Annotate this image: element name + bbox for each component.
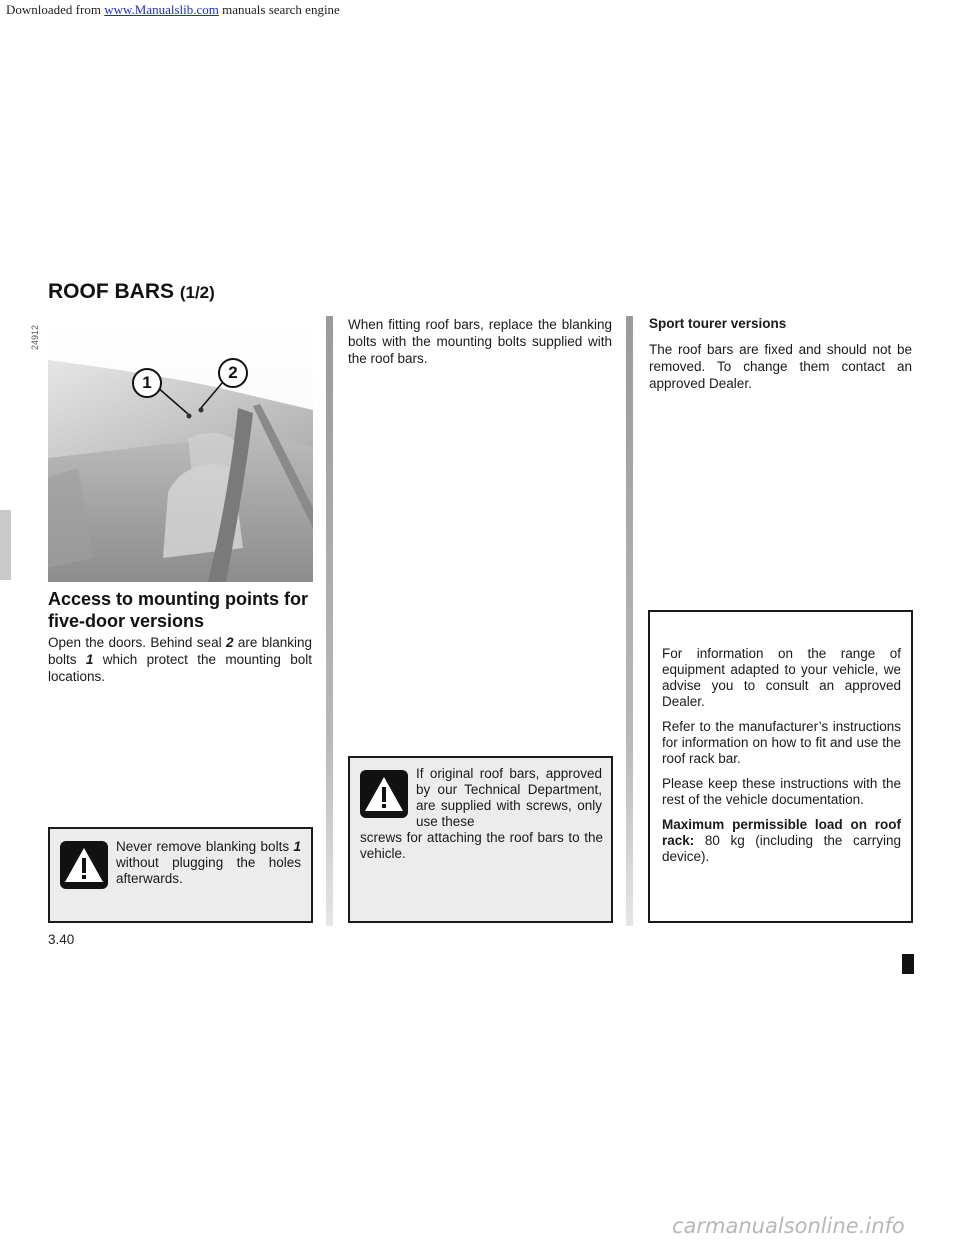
info-box bbox=[648, 610, 913, 923]
info-paragraph-1: For information on the range of equipment adapted to your vehicle, we advise you to consult an approved Dealer. bbox=[662, 646, 901, 709]
figure-code: 24912 bbox=[30, 324, 40, 350]
column-divider-2 bbox=[626, 316, 633, 926]
s1-text-a: Open the doors. Behind seal bbox=[48, 635, 226, 650]
chapter-tab bbox=[0, 510, 11, 580]
warning-box-blanking-bolts bbox=[48, 827, 313, 923]
max-load-value: 80 kg (including the carrying device). bbox=[662, 833, 901, 864]
info-paragraph-3: Please keep these instructions with the rest of the vehicle documentation. bbox=[662, 776, 901, 807]
w1-text-a: Never remove blanking bolts bbox=[116, 839, 294, 854]
page-number: 3.40 bbox=[48, 932, 75, 947]
warning2-text-top: If original roof bars, approved by our Technical Department, are supplied with screws, only use these bbox=[416, 766, 602, 829]
roof-photo bbox=[48, 318, 313, 582]
end-of-section-marker bbox=[902, 954, 914, 974]
ref-1: 1 bbox=[85, 652, 94, 667]
source-suffix: manuals search engine bbox=[218, 2, 340, 17]
sport-tourer-heading: Sport tourer versions bbox=[649, 316, 787, 331]
section-heading-five-door: Access to mounting points for five-door versions bbox=[48, 589, 309, 631]
watermark: carmanualsonline.info bbox=[672, 1214, 905, 1238]
w1-ref-1: 1 bbox=[293, 839, 301, 854]
car-door-illustration bbox=[48, 318, 313, 582]
s1-text-c: which protect the mounting bolt locations. bbox=[48, 652, 312, 684]
warning-triangle-icon bbox=[60, 841, 108, 889]
w1-text-b: without plugging the holes afterwards. bbox=[116, 855, 301, 886]
section1-paragraph bbox=[48, 634, 312, 685]
warning1-text bbox=[116, 839, 301, 887]
manualslib-link[interactable]: www.Manualslib.com bbox=[104, 2, 219, 17]
download-source-line bbox=[6, 2, 340, 18]
info-paragraph-4 bbox=[662, 817, 901, 865]
ref-2: 2 bbox=[225, 635, 234, 650]
column3-paragraph: The roof bars are fixed and should not be removed. To change them contact an approved Dealer. bbox=[649, 342, 912, 391]
warning2-text-rest: screws for attaching the roof bars to the vehicle. bbox=[360, 830, 603, 861]
callout-1: 1 bbox=[132, 368, 162, 398]
callout-2: 2 bbox=[218, 358, 248, 388]
warning-box-screws bbox=[348, 756, 613, 923]
warning-triangle-icon bbox=[360, 770, 408, 818]
max-load-label: Maximum permissible load on roof rack: bbox=[662, 817, 901, 848]
page-title bbox=[48, 280, 215, 304]
title-part: (1/2) bbox=[179, 283, 215, 302]
column-divider-1 bbox=[326, 316, 333, 926]
title-main: ROOF BARS bbox=[48, 280, 174, 303]
s1-text-b: are blanking bolts bbox=[48, 635, 312, 667]
source-prefix: Downloaded from bbox=[6, 2, 105, 17]
column2-paragraph: When fitting roof bars, replace the blanking bolts with the mounting bolts supplied with the roof bars. bbox=[348, 317, 612, 366]
info-paragraph-2: Refer to the manufacturer’s instructions for information on how to fit and use the roof rack bar. bbox=[662, 719, 901, 766]
